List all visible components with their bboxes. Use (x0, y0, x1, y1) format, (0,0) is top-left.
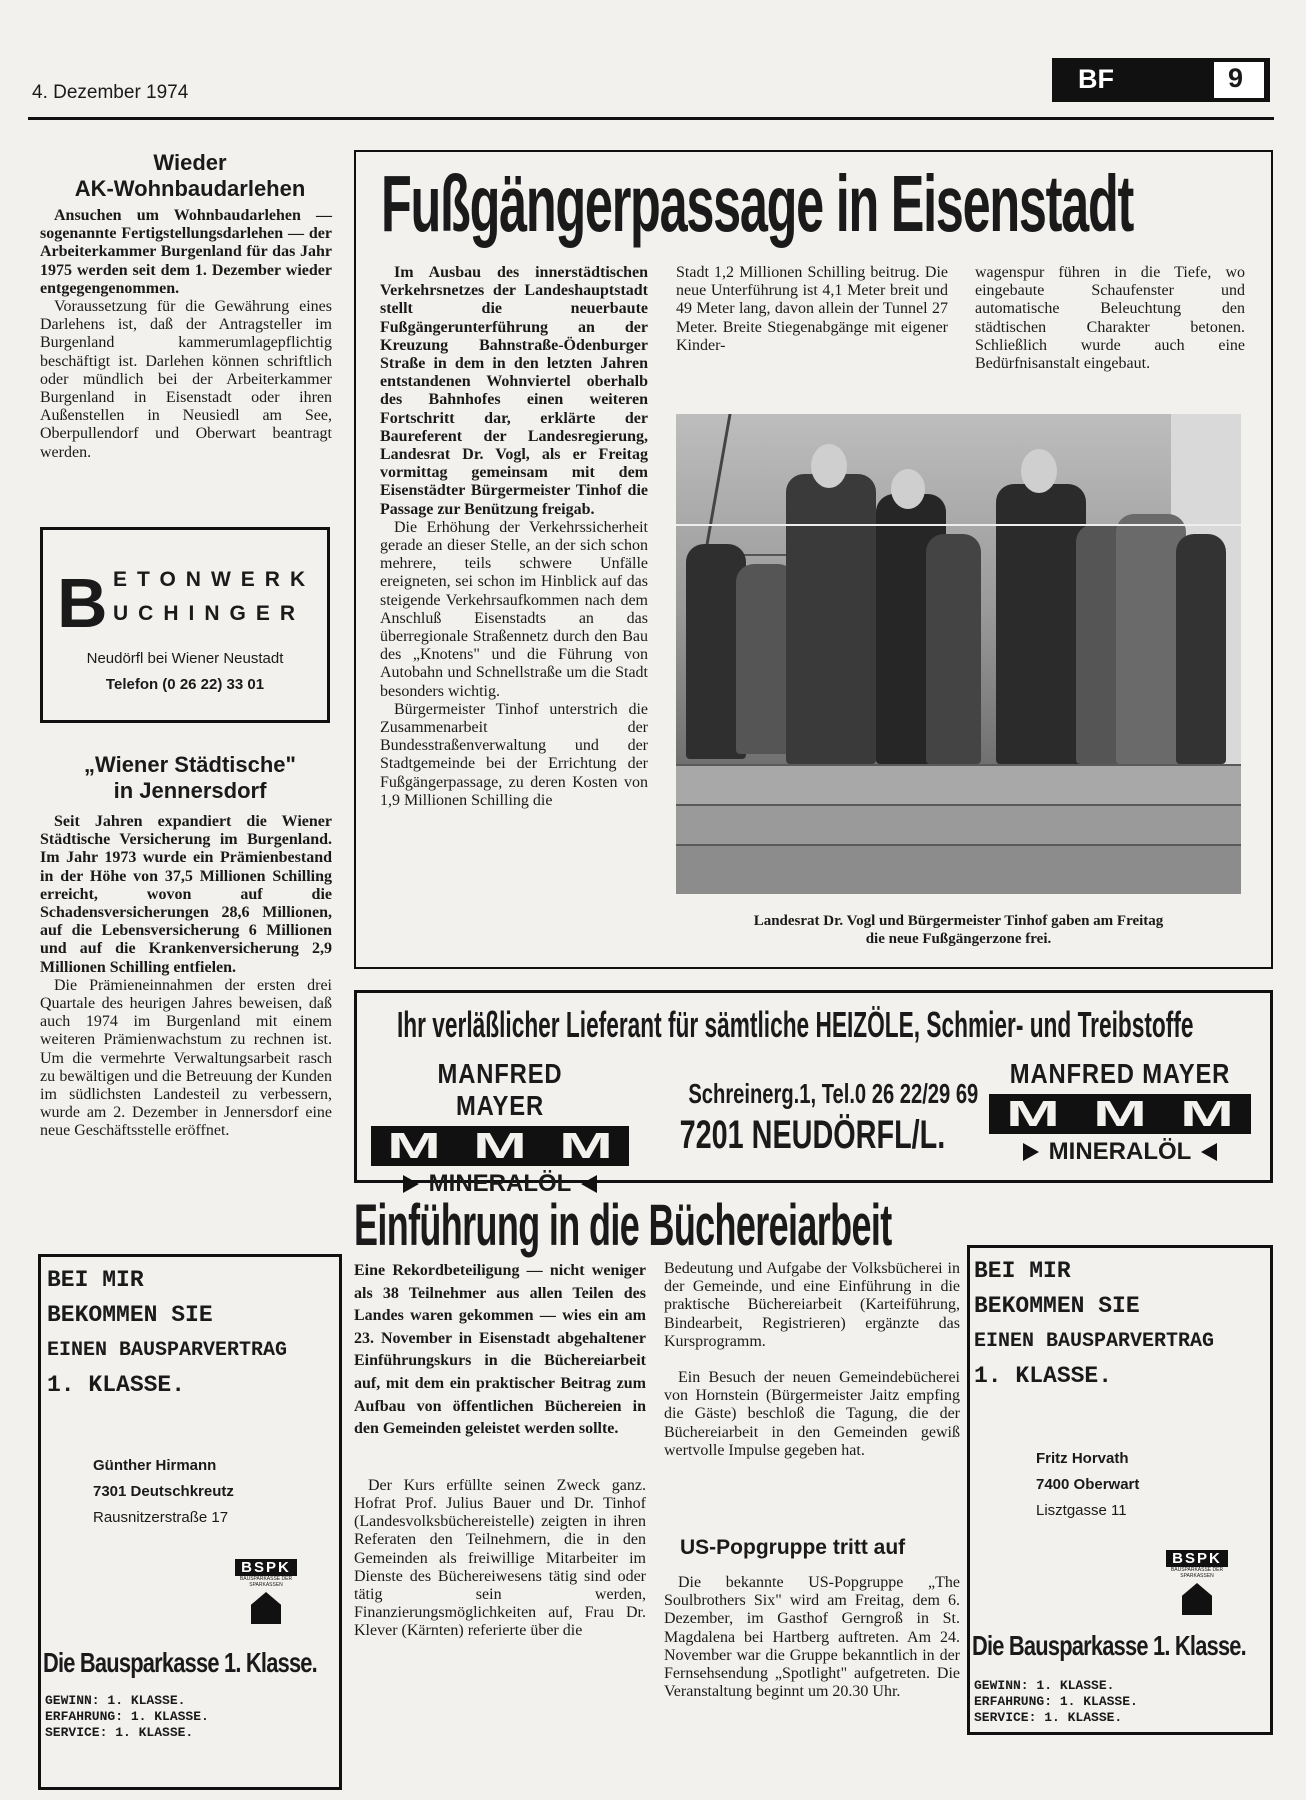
paper-badge (1052, 58, 1270, 102)
mayer-m2: M (473, 1125, 527, 1166)
person-5 (926, 534, 981, 764)
buecherei-p2: Der Kurs erfüllte seinen Zweck ganz. Hofrat Prof. Julius Bauer und Dr. Tinhof (Landesvolksbüchereistelle) zeigten in ihren Referaten den Teilnehmern, die in den Gemeinden als freiwillige Mitarbeiter im Dienste des Büchereiwesens tätig sind oder tätig sein werden, Finanzierungsmöglichkeiten auf, Frau Dr. Klever (Kärnten) referierte über die (354, 1476, 646, 1640)
mayer-m3: M (559, 1125, 613, 1166)
bauspar-right-f1: GEWINN: 1. KLASSE. (974, 1678, 1115, 1693)
ak-body: Voraussetzung für die Gewährung eines Darlehens ist, daß der Antragsteller im Burgenland kammerumlagepflichtig beschäftigt ist. Darlehen können schriftlich oder mündlich bei der Arbeiterkammer Burgenland in Eisenstadt oder ihren Außenstellen in Neusiedl am See, Oberpullendorf und Oberwart beantragt werden. (40, 298, 332, 461)
paper-abbr: BF (1078, 64, 1114, 94)
buecherei-col2 (664, 1260, 960, 1460)
mayer-mmm-right (989, 1094, 1251, 1134)
passage-col3-text: wagenspur führen in die Tiefe, wo eingebaute Schaufenster und automatische Beleuchtung den städtischen Charakter betonen. Schließlich wurde auch eine Bedürfnisanstalt eingebaut. (975, 264, 1245, 373)
stair-step-3 (676, 844, 1241, 894)
bauspar-ad-right (967, 1245, 1273, 1735)
photo-caption-line2: die neue Fußgängerzone frei. (865, 931, 1052, 947)
bauspar-right-street: Lisztgasse 11 (1036, 1502, 1127, 1519)
bauspar-right-line2: BEKOMMEN SIE (974, 1293, 1140, 1319)
buecherei-col1 (354, 1260, 646, 1641)
ak-article (40, 207, 332, 462)
popgruppe-article (664, 1574, 960, 1701)
bauspar-right-name: Fritz Horvath (1036, 1450, 1129, 1467)
betonwerk-line1: ETONWERK (113, 568, 316, 591)
arrow-right-icon (1023, 1143, 1039, 1161)
bauspar-left-f1: GEWINN: 1. KLASSE. (45, 1693, 186, 1708)
wiener-title-line2: in Jennersdorf (113, 778, 267, 803)
bauspar-right-line4: 1. KLASSE. (974, 1363, 1113, 1389)
photo-caption-line1: Landesrat Dr. Vogl und Bürgermeister Tinhof gaben am Freitag (753, 913, 1164, 929)
mayer-tag-right (989, 1138, 1251, 1166)
passage-col2 (676, 264, 948, 355)
mayer-m1: M (387, 1125, 441, 1166)
bauspar-left-slogan: Die Bausparkasse 1. Klasse. (43, 1647, 317, 1678)
bauspar-left-line2: BEKOMMEN SIE (47, 1302, 213, 1328)
buecherei-col2-p1: Bedeutung und Aufgabe der Volksbücherei in der Gemeinde, und eine Einführung in die praktische Büchereiarbeit (Karteiführung, Bindearbeit, Registrieren) ergänzte das Kursprogramm. (664, 1260, 960, 1350)
house-icon (251, 1592, 281, 1624)
opening-photo (676, 414, 1241, 894)
bauspar-left-street: Rausnitzerstraße 17 (93, 1509, 229, 1526)
bauspar-ad-left (38, 1254, 342, 1790)
bauspar-left-address (93, 1453, 234, 1531)
bauspar-right-headline (974, 1254, 1214, 1394)
bauspar-left-line4: 1. KLASSE. (47, 1372, 186, 1398)
passage-col3 (975, 264, 1245, 373)
wiener-article (40, 813, 332, 1141)
ak-title-line1: Wieder (153, 150, 227, 175)
passage-lead: Im Ausbau des innerstädtischen Verkehrsnetzes der Landeshauptstadt stellt die neuerbaute Fußgängerunterführung an der Kreuzung Bahnstraße-Ödenburger Straße in dem in den letzten Jahren entstandenen Wohnviertel oberhalb des Bahnhofes einen weiteren Fortschritt dar, erklärte der Baureferent der Landesregierung, Landesrat Dr. Vogl, als er Freitag vormittag gemeinsam mit dem Eisenstädter Bürgermeister Tinhof die Passage zur Benützung freigab. (380, 264, 648, 518)
wiener-lead: Seit Jahren expandiert die Wiener Städtische Versicherung im Burgenland. Im Jahr 1973 wurde ein Prämienbestand in der Höhe von 37,5 Millionen Schilling erreicht, wovon auf die Schadensversicherungen 28,6 Millionen, auf die Lebensversicherung 6 Millionen und auf die Krankenversicherung 2,9 Millionen Schilling entfielen. (40, 813, 332, 976)
passage-col1 (380, 264, 648, 810)
stair-step-2 (676, 804, 1241, 846)
passage-col2-text: Stadt 1,2 Millionen Schilling beitrug. Die neue Unterführung ist 4,1 Meter breit und 49 Meter lang, davon allein der Tunnel 27 Meter. Breite Stiegenabgänge mit eigener Kinder- (676, 264, 948, 354)
popgruppe-body: Die bekannte US-Popgruppe „The Soulbrothers Six" wird am Freitag, dem 6. Dezember, im Gasthof Gerngroß in St. Magdalena bei Hartberg auftreten. Am 24. November war die Gruppe bekanntlich in der Fernsehsendung „Spotlight" aufgetreten. Die Veranstaltung beginnt um 20.30 Uhr. (664, 1574, 960, 1701)
ak-lead: Ansuchen um Wohnbaudarlehen — sogenannte Fertigstellungsdarlehen — der Arbeiterkammer Burgenland für das Jahr 1975 werden seit dem 1. Dezember wieder entgegengenommen. (40, 207, 332, 297)
bauspar-right-f3: SERVICE: 1. KLASSE. (974, 1710, 1123, 1725)
arrow-left-icon (1201, 1143, 1217, 1161)
bauspar-left-logo-word: BSPK (235, 1559, 297, 1576)
buecherei-col2-p2: Ein Besuch der neuen Gemeindebücherei von Hornstein (Bürgermeister Jaitz empfing die Gäste) beschloß die Tagung, die der Büchereiarbeit in den Gemeinden gewiß wertvolle Impulse gegeben hat. (664, 1369, 960, 1459)
person-3-head (811, 444, 847, 488)
mayer-ad (354, 990, 1273, 1197)
bauspar-right-line1: BEI MIR (974, 1258, 1071, 1284)
mayer-city: 7201 NEUDÖRFL/L. (679, 1113, 946, 1157)
bauspar-left-logo-sub: BAUSPARKASSE DER SPARKASSEN (239, 1576, 293, 1588)
mayer-address: Schreinerg.1, Tel.0 26 22/29 69 (688, 1078, 979, 1109)
bauspar-right-logo-word: BSPK (1166, 1550, 1228, 1567)
bauspar-right-line3: EINEN BAUSPARVERTRAG (974, 1330, 1215, 1353)
mayer-slogan: Ihr verläßlicher Lieferant für sämtliche HEIZÖLE, Schmier- und Treibstoffe (397, 1004, 1194, 1045)
popgruppe-headline: US-Popgruppe tritt auf (680, 1536, 906, 1559)
wiener-body: Die Prämieneinnahmen der ersten drei Quartale des heurigen Jahres beweisen, daß auch 1974 im Burgenland mit einem weiteren Prämienwachstum zu rechnen ist. Um die vermehrte Verwaltungsarbeit rasch zu bewältigen und die Betreuung der Kunden im südlichsten Landesteil zu verbessern, wurde am 2. Dezember in Jennersdorf eine neue Geschäftsstelle eröffnet. (40, 976, 332, 1140)
issue-date: 4. Dezember 1974 (32, 82, 189, 103)
passage-headline: Fußgängerpassage in Eisenstadt (381, 159, 1133, 248)
person-3 (786, 474, 876, 764)
passage-p3: Bürgermeister Tinhof unterstrich die Zusammenarbeit der Bundesstraßenverwaltung und der Stadtgemeinde bei der Errichtung der Fußgängerpassage, zu deren Kosten von 1,9 Millionen Schilling die (380, 700, 648, 809)
betonwerk-location: Neudörfl bei Wiener Neustadt (86, 650, 284, 667)
buecherei-headline: Einführung in die Büchereiarbeit (354, 1193, 892, 1258)
arrow-left-icon (581, 1175, 597, 1193)
buecherei-lead: Eine Rekordbeteiligung — nicht weniger als 38 Teilnehmer aus allen Teilen des Landes waren gekommen — wies ein am 23. November in Eisenstadt abgehaltener Einführungskurs in die Büchereiarbeit auf, mit dem ein praktischer Beitrag zum Aufbau von öffentlichen Büchereien in den Gemeinden geleistet werden sollte. (354, 1262, 646, 1438)
bauspar-left-headline (47, 1263, 287, 1403)
bauspar-right-address (1036, 1446, 1139, 1524)
bauspar-left-town: 7301 Deutschkreutz (93, 1483, 234, 1500)
mayer-name-right: MANFRED MAYER (1009, 1058, 1231, 1089)
mayer-logo-left (371, 1058, 629, 1197)
bauspar-left-features (45, 1693, 209, 1741)
bauspar-left-line1: BEI MIR (47, 1267, 144, 1293)
person-9 (1176, 534, 1226, 764)
mayer-m4: M (1005, 1093, 1060, 1134)
bauspar-right-logo-sub: BAUSPARKASSE DER SPARKASSEN (1170, 1567, 1224, 1579)
bauspar-right-f2: ERFAHRUNG: 1. KLASSE. (974, 1694, 1138, 1709)
mayer-address-block (632, 1078, 979, 1160)
betonwerk-line2: UCHINGER (113, 602, 306, 625)
bauspar-right-town: 7400 Oberwart (1036, 1476, 1140, 1493)
betonwerk-initial: B (57, 564, 108, 642)
bauspar-right-slogan: Die Bausparkasse 1. Klasse. (972, 1630, 1246, 1661)
wiener-title-line1: „Wiener Städtische" (84, 752, 296, 777)
arrow-right-icon (403, 1175, 419, 1193)
bauspar-right-logo (1166, 1550, 1228, 1628)
mayer-m5: M (1092, 1093, 1147, 1134)
person-4-head (891, 469, 925, 509)
header-rule (28, 117, 1274, 120)
person-6-head (1021, 449, 1057, 493)
ribbon (676, 524, 1241, 526)
mayer-m6: M (1180, 1093, 1235, 1134)
person-6 (996, 484, 1086, 764)
mayer-tag-left-text: MINERALÖL (428, 1170, 572, 1197)
photo-caption (676, 912, 1241, 948)
bauspar-left-f3: SERVICE: 1. KLASSE. (45, 1725, 194, 1740)
mayer-name-left: MANFRED MAYER (437, 1058, 563, 1121)
mayer-mmm-left (371, 1126, 629, 1166)
bauspar-left-line3: EINEN BAUSPARVERTRAG (47, 1339, 288, 1362)
wiener-title (40, 752, 340, 804)
house-icon (1182, 1583, 1212, 1615)
betonwerk-ad (40, 527, 330, 723)
bauspar-right-features (974, 1678, 1138, 1726)
ak-title (40, 150, 340, 202)
betonwerk-phone: Telefon (0 26 22) 33 01 (105, 676, 265, 693)
page-number: 9 (1228, 63, 1244, 93)
mayer-logo-right (989, 1058, 1251, 1168)
bauspar-left-logo (235, 1559, 297, 1637)
ak-title-line2: AK-Wohnbaudarlehen (74, 176, 306, 201)
bauspar-left-name: Günther Hirmann (93, 1457, 217, 1474)
stair-step-1 (676, 764, 1241, 806)
bauspar-left-f2: ERFAHRUNG: 1. KLASSE. (45, 1709, 209, 1724)
passage-p2: Die Erhöhung der Verkehrssicherheit gerade an dieser Stelle, an der sich schon mehrere, teils schwere Unfälle ereigneten, sei schon im Hinblick auf das steigende Verkehrsaufkommen nach dem Anschluß Eisenstadts an das überregionale Straßennetz durch den Bau des „Knotens" und die Führung von Autobahn und Schnellstraße um die Stadt besonders wichtig. (380, 518, 648, 700)
mayer-tag-right-text: MINERALÖL (1048, 1138, 1192, 1165)
